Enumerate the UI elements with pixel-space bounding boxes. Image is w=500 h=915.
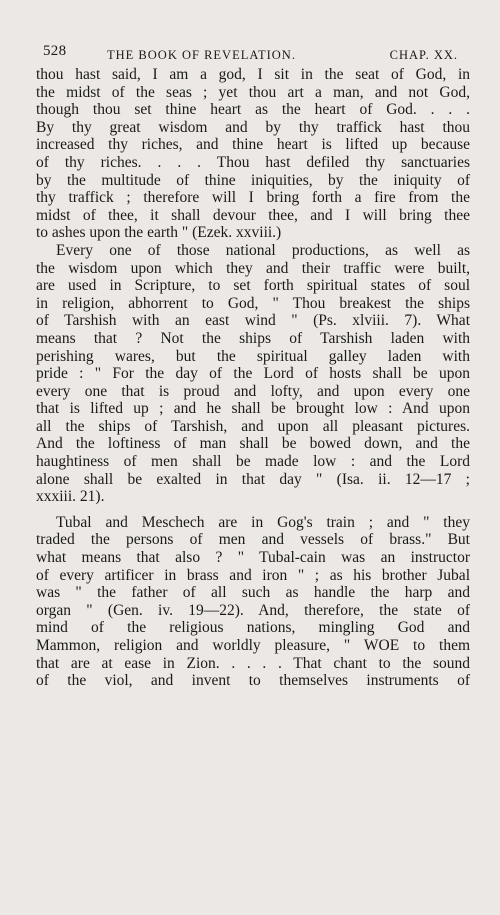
- text-line: alone shall be exalted in that day " (Isa. ii. 12—17 ;: [36, 470, 470, 488]
- text-line: that is lifted up ; and he shall be brought low : And upon: [36, 400, 470, 418]
- text-line: increased thy riches, and thine heart is lifted up because: [36, 136, 470, 154]
- text-line: Tubal and Meschech are in Gog's train ; and " they: [56, 513, 470, 531]
- text-line: By thy great wisdom and by thy traffick hast thou: [36, 118, 470, 136]
- text-line: of thy riches. . . . Thou hast defiled thy sanctuaries: [36, 153, 470, 171]
- text-line: traded the persons of men and vessels of brass." But: [36, 531, 470, 549]
- text-line: of the viol, and invent to themselves instruments of: [36, 672, 470, 690]
- text-line: mind of the religious nations, mingling God and: [36, 619, 470, 637]
- text-line: are used in Scripture, to set forth spiritual states of soul: [36, 277, 470, 295]
- text-line: though thou set thine heart as the heart of God. . . .: [36, 101, 470, 119]
- text-line: midst of thee, it shall devour thee, and I will bring thee: [36, 206, 470, 224]
- text-line: that are at ease in Zion. . . . . That chant to the sound: [36, 654, 470, 672]
- text-line: the wisdom upon which they and their traffic were built,: [36, 259, 470, 277]
- text-line: by the multitude of thine iniquities, by the iniquity of: [36, 171, 470, 189]
- paragraph: [36, 514, 470, 690]
- paragraph: [36, 242, 470, 506]
- text-line: And the loftiness of man shall be bowed down, and the: [36, 435, 470, 453]
- body-text: [36, 66, 470, 690]
- text-line: pride : " For the day of the Lord of hosts shall be upon: [36, 365, 470, 383]
- text-line: Every one of those national productions, as well as: [56, 241, 470, 259]
- text-line: of Tarshish with an east wind " (Ps. xlviii. 7). What: [36, 312, 470, 330]
- text-line: to ashes upon the earth " (Ezek. xxviii.): [36, 224, 282, 242]
- text-line: thou hast said, I am a god, I sit in the seat of God, in: [36, 66, 470, 83]
- text-line: all the ships of Tarshish, and upon all pleasant pictures.: [36, 417, 470, 435]
- text-line: perishing wares, but the spiritual galley laden with: [36, 347, 470, 365]
- running-header: [43, 39, 458, 61]
- text-line: xxxiii. 21).: [36, 488, 105, 506]
- text-line: was " the father of all such as handle the harp and: [36, 584, 470, 602]
- text-line: haughtiness of men shall be made low : and the Lord: [36, 453, 470, 471]
- text-line: every one that is proud and lofty, and upon every one: [36, 382, 470, 400]
- text-line: organ " (Gen. iv. 19—22). And, therefore, the state of: [36, 601, 470, 619]
- text-line: the midst of the seas ; yet thou art a man, and not God,: [36, 83, 470, 101]
- page-number: 528: [43, 43, 67, 59]
- text-line: thy traffick ; therefore will I bring forth a fire from the: [36, 189, 470, 207]
- text-line: Mammon, religion and worldly pleasure, " WOE to them: [36, 637, 470, 654]
- text-line: in religion, abhorrent to God, " Thou breakest the ships: [36, 294, 470, 312]
- chapter-label: CHAP. XX.: [389, 48, 458, 62]
- paragraph: [36, 66, 470, 242]
- running-title: THE BOOK OF REVELATION.: [107, 48, 296, 62]
- text-line: what means that also ? " Tubal-cain was an instructor: [36, 549, 470, 567]
- text-line: of every artificer in brass and iron " ; as his brother Jubal: [36, 566, 470, 584]
- text-line: means that ? Not the ships of Tarshish laden with: [36, 329, 470, 347]
